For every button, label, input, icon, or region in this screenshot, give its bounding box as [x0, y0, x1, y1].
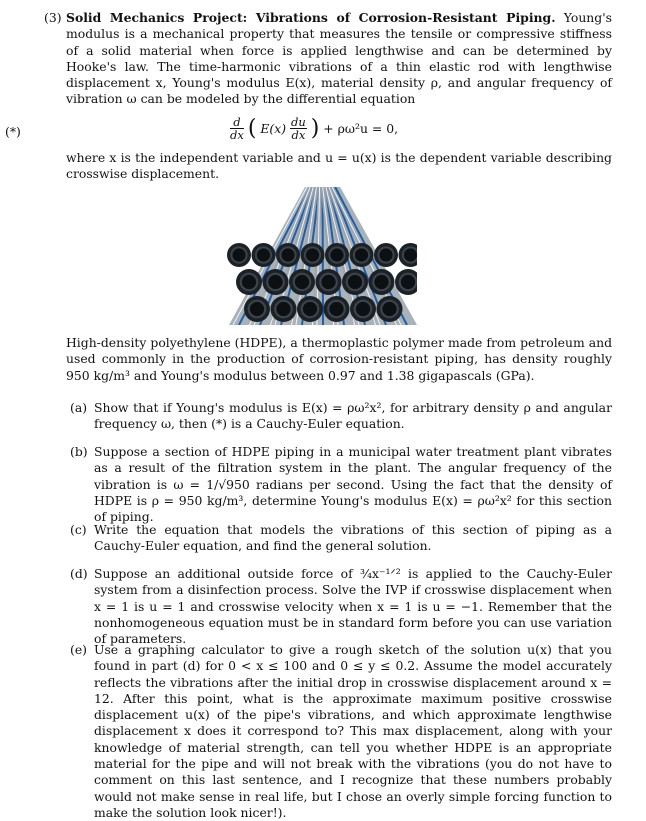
pipe-opening-inner — [329, 302, 343, 316]
pipe-opening-inner — [355, 248, 368, 261]
part-c-label: (c) — [70, 522, 87, 538]
pipe-opening-inner — [268, 275, 282, 289]
part-e — [66, 642, 612, 821]
part-d-label: (d) — [70, 566, 88, 582]
hdpe-pipes-photo — [227, 187, 417, 325]
pipe-opening-inner — [401, 275, 415, 289]
pipe-opening-inner — [330, 248, 343, 261]
pipe-opening-inner — [295, 275, 309, 289]
part-a — [66, 400, 612, 433]
pipe-opening-inner — [356, 302, 370, 316]
pipe-opening-inner — [242, 275, 256, 289]
part-a-text: Show that if Young's modulus is E(x) = ρω²x², for arbitrary density ρ and angular frequency ω, then (*) is a Cauchy-Euler equation. — [94, 400, 612, 433]
part-a-label: (a) — [70, 400, 87, 416]
pipe-opening-inner — [404, 248, 417, 261]
equation-tag: (*) — [5, 124, 21, 139]
pipe-opening-inner — [281, 248, 294, 261]
part-e-label: (e) — [70, 642, 87, 658]
pipe-opening-inner — [257, 248, 270, 261]
pipe-opening-inner — [232, 248, 245, 261]
pipe-opening-inner — [379, 248, 392, 261]
pipe-opening-inner — [382, 302, 396, 316]
part-b-text: Suppose a section of HDPE piping in a municipal water treatment plant vibrates as a result of the filtration system in the plant. The angular frequency of the vibration is ω = 1/√950 radians per second. Using the fact that the density of HDPE is ρ = 950 kg/m³, determine Young's modulus E(x) = ρω²x² for this section of piping. — [94, 444, 612, 525]
problem-intro-text: Young's modulus is a mechanical property that measures the tensile or compressive stiffness of a solid material when force is applied lengthwise and can be determined by Hooke's law. The time-harmonic vibrations of a thin elastic rod with lengthwise displacement x, Young's modulus E(x), material density ρ, and angular frequency of vibration ω can be modeled by the differential equation — [66, 10, 612, 106]
part-d-text: Suppose an additional outside force of ¾x⁻¹ᐟ² is applied to the Cauchy-Euler system from a disinfection process. Solve the IVP if crosswise displacement when x = 1 is u = 1 and crosswise velocity when x = 1 is u = −1. Remember that the nonhomogeneous equation must be in standard form before you can use variation of parameters. — [94, 566, 612, 647]
problem-title: Solid Mechanics Project: Vibrations of Corrosion-Resistant Piping. — [66, 10, 556, 25]
display-equation — [0, 116, 646, 146]
right-paren: ) — [311, 116, 320, 141]
part-d — [66, 566, 612, 647]
equation-body — [230, 116, 398, 146]
pipe-opening-inner — [250, 302, 264, 316]
pipe-opening-inner — [306, 248, 319, 261]
d-dx-fraction: $\frac{d}{dx}$ — [230, 116, 244, 141]
pipe-opening-inner — [276, 302, 290, 316]
part-b-label: (b) — [70, 444, 88, 460]
left-paren: ( — [248, 116, 257, 141]
du-dx-fraction: $\frac{du}{dx}$ — [290, 116, 307, 141]
problem-number: (3) — [44, 10, 62, 26]
equation-rest: + ρω²u = 0, — [323, 121, 398, 136]
problem-intro — [66, 10, 612, 108]
pipe-opening-inner — [348, 275, 362, 289]
pipe-opening-inner — [374, 275, 388, 289]
hdpe-paragraph: High-density polyethylene (HDPE), a thermoplastic polymer made from petroleum and used commonly in the production of corrosion-resistant piping, has density roughly 950 kg/m³ and Young's modulus between 0.97 and 1.38 gigapascals (GPa). — [66, 335, 612, 384]
pipe-opening-inner — [321, 275, 335, 289]
part-c — [66, 522, 612, 555]
part-c-text: Write the equation that models the vibrations of this section of piping as a Cauchy-Euler equation, and find the general solution. — [94, 522, 612, 555]
part-b — [66, 444, 612, 525]
modulus-term: E(x) — [260, 121, 286, 136]
equation-explanation: where x is the independent variable and u = u(x) is the dependent variable describing crosswise displacement. — [66, 150, 612, 183]
pipe-opening-inner — [303, 302, 317, 316]
part-e-text: Use a graphing calculator to give a rough sketch of the solution u(x) that you found in part (d) for 0 < x ≤ 100 and 0 ≤ y ≤ 0.2. Assume the model accurately reflects the vibrations after the initial drop in crosswise displacement around x = 12. After this point, what is the approximate maximum positive crosswise displacement u(x) of the pipe's vibrations, and which approximate lengthwise displacement x does it correspond to? This max displacement, along with your knowledge of material strength, can tell you whether HDPE is an appropriate material for the pipe and will not break with the vibrations (you do not have to comment on this last sentence, and I recognize that these numbers probably would not make sense in real life, but I chose an overly simple forcing function to make the solution look nicer!). — [94, 642, 612, 821]
